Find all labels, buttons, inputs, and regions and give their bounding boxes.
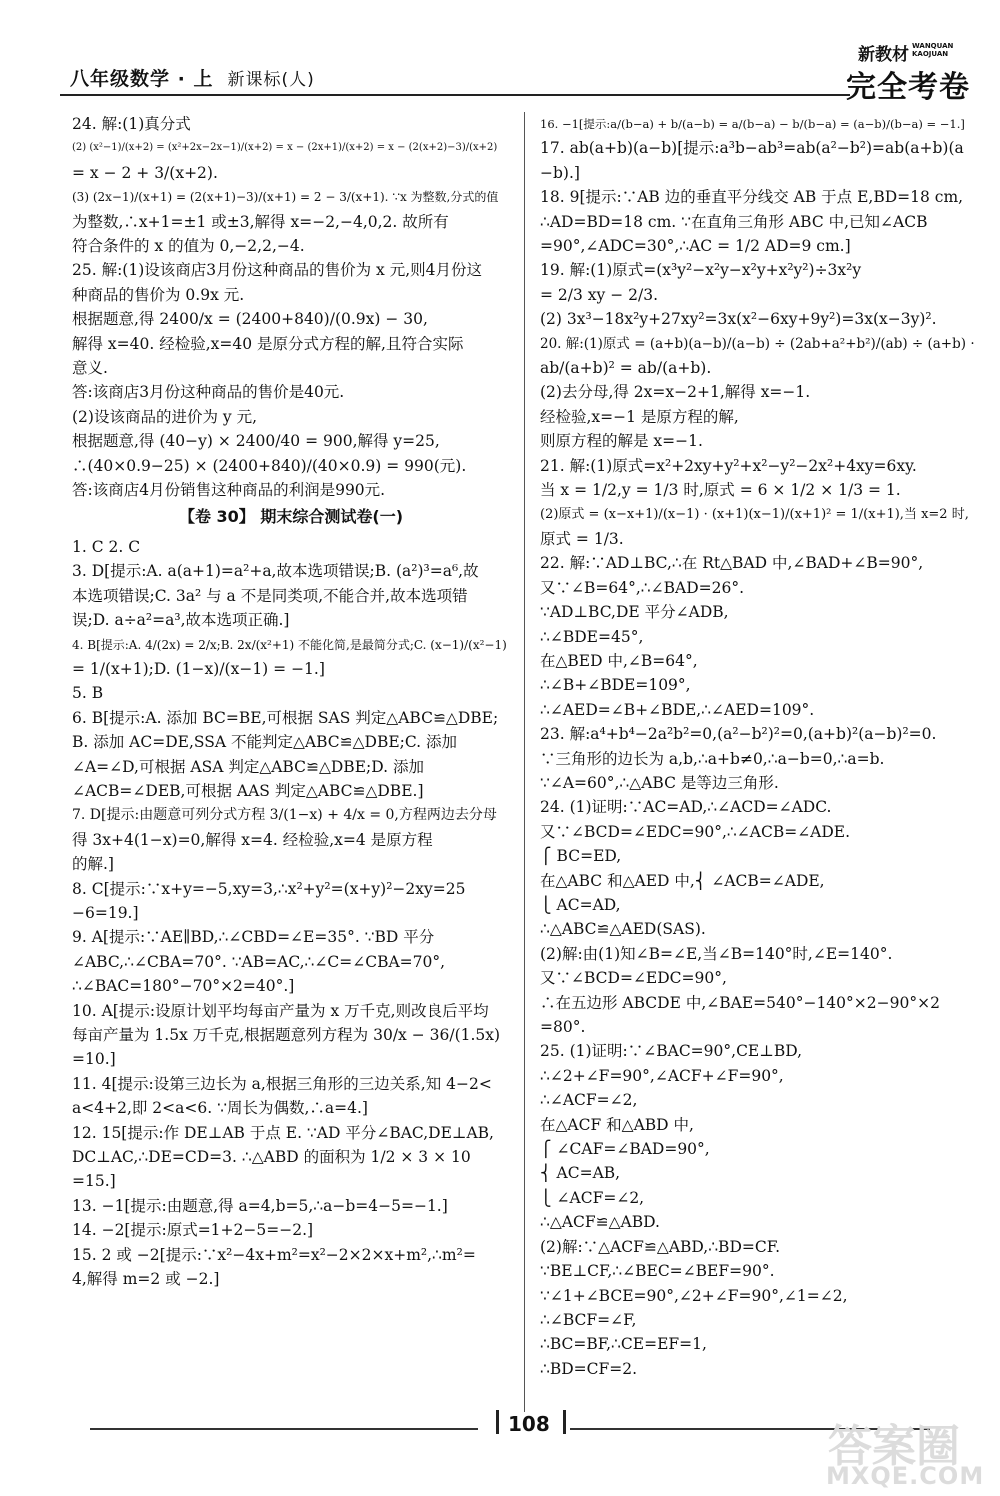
answer-line: 根据题意,得 (40−y) × 2400/40 = 900,解得 y=25, <box>72 432 440 451</box>
answer-line: 15. 2 或 −2[提示:∵x²−4x+m²=x²−2×2×x+m²,∴m²= <box>72 1245 476 1264</box>
answer-line: 4. B[提示:A. 4/(2x) = 2/x;B. 2x/(x²+1) 不能化简,是最简分式;C. (x−1)/(x²−1) <box>72 637 507 652</box>
answer-line: 原式 = 1/3. <box>540 529 624 548</box>
answer-line: ∴∠BCF=∠F, <box>540 1310 637 1329</box>
answer-line: 21. 解:(1)原式=x²+2xy+y²+x²−y²−2x²+4xy=6xy. <box>540 456 917 475</box>
answer-line: 本选项错误;C. 3a² 与 a 不是同类项,不能合并,故本选项错 <box>72 586 468 605</box>
answer-line: 18. 9[提示:∵AB 边的垂直平分线交 AB 于点 E,BD=18 cm, <box>540 188 964 207</box>
answer-line: 根据题意,得 2400/x = (2400+840)/(0.9x) − 30, <box>72 310 428 329</box>
answer-line: ∴△ABC≌△AED(SAS). <box>540 920 706 939</box>
answer-line: ∴∠AED=∠B+∠BDE,∴∠AED=109°. <box>540 700 815 719</box>
answer-line: 11. 4[提示:设第三边长为 a,根据三角形的三边关系,知 4−2< <box>72 1074 492 1093</box>
answer-line: ∴BC=BF,∴CE=EF=1, <box>540 1335 707 1354</box>
answer-line: 误;D. a÷a²=a³,故本选项正确.] <box>72 611 290 630</box>
answer-line: ∵∠1+∠BCE=90°,∠2+∠F=90°,∠1=∠2, <box>540 1286 848 1305</box>
answer-line: 每亩产量为 1.5x 万千克,根据题意列方程为 30/x − 36/(1.5x) <box>72 1026 501 1045</box>
answer-line: 20. 解:(1)原式 = (a+b)(a−b)/(a−b) ÷ (2ab+a²+b²)/(ab) ÷ (a+b) · <box>540 335 975 352</box>
answer-line: 答:该商店4月份销售这种商品的利润是990元. <box>72 481 386 500</box>
answer-line: 16. −1[提示:a/(b−a) + b/(a−b) = a/(b−a) − b/(b−a) = (a−b)/(b−a) = −1.] <box>540 117 965 131</box>
answer-line: 为整数,∴x+1=±1 或±3,解得 x=−2,−4,0,2. 故所有 <box>72 212 449 231</box>
answer-line: 又∵∠B=64°,∴∠BAD=26°. <box>540 578 745 597</box>
answer-line: (2) 3x³−18x²y+27xy²=3x(x²−6xy+9y²)=3x(x−3y)². <box>540 310 937 329</box>
answer-line: 又∵∠BCD=∠EDC=90°,∴∠ACB=∠ADE. <box>540 822 851 841</box>
answer-line: a<4+2,即 2<a<6. ∵周长为偶数,∴a=4.] <box>72 1099 368 1118</box>
book-title <box>70 64 315 91</box>
answer-line: ∴AD=BD=18 cm. ∵在直角三角形 ABC 中,已知∠ACB <box>540 212 928 231</box>
footer-rule-left <box>90 1428 478 1430</box>
answer-line: 答:该商店3月份这种商品的售价是40元. <box>72 383 345 402</box>
answer-line: ∴∠BAC=180°−70°×2=40°.] <box>72 977 295 996</box>
answer-line: −b).] <box>540 163 580 182</box>
answer-line: ∵三角形的边长为 a,b,∴a+b≠0,∴a−b=0,∴a=b. <box>540 749 885 768</box>
answer-line: =80°. <box>540 1018 586 1037</box>
answer-line: 意义. <box>72 359 108 378</box>
answer-line: 种商品的售价为 0.9x 元. <box>72 285 245 304</box>
answer-line: ∴BD=CF=2. <box>540 1359 638 1378</box>
answer-line: 25. 解:(1)设该商店3月份这种商品的售价为 x 元,则4月份这 <box>72 261 483 280</box>
footer-bar-right <box>563 1410 566 1434</box>
answer-line: (2)解:∵△ACF≌△ABD,∴BD=CF. <box>540 1237 780 1256</box>
answer-line: ∠ACB=∠DEB,可根据 AAS 判定△ABC≌△DBE.] <box>72 781 424 800</box>
answer-line: ⎧ ∠CAF=∠BAD=90°, <box>540 1140 710 1159</box>
watermark-url: MXQE.COM <box>826 1462 985 1490</box>
watermark-logo: 答案圈 <box>828 1421 960 1472</box>
book-edition: 新课标(人) <box>227 70 315 90</box>
answer-line: 5. B <box>72 684 104 703</box>
answer-line: ⎨ AC=AB, <box>540 1164 621 1183</box>
answer-line: = 1/(x+1);D. (1−x)/(x−1) = −1.] <box>72 659 325 678</box>
answer-line: ∴△ACF≌△ABD. <box>540 1213 660 1232</box>
answer-line: 在△ABC 和△AED 中,⎨ ∠ACB=∠ADE, <box>540 871 825 890</box>
answer-line: (2)解:由(1)知∠B=∠E,当∠B=140°时,∠E=140°. <box>540 944 893 963</box>
page-header <box>0 0 1000 110</box>
answer-line: DC⊥AC,∴DE=CD=3. ∴△ABD 的面积为 1/2 × 3 × 10 <box>72 1148 471 1167</box>
brand-english: WANQUAN KAOJUAN <box>912 42 954 58</box>
answer-line: 的解.] <box>72 855 114 874</box>
answer-line: ∴(40×0.9−25) × (2400+840)/(40×0.9) = 990(元). <box>72 456 467 475</box>
answer-line: 4,解得 m=2 或 −2.] <box>72 1270 220 1289</box>
brand-label: 新教材 <box>858 45 909 65</box>
answer-line: 9. A[提示:∵AE∥BD,∴∠CBD=∠E=35°. ∵BD 平分 <box>72 928 435 947</box>
answer-line: ∴在五边形 ABCDE 中,∠BAE=540°−140°×2−90°×2 <box>540 993 940 1012</box>
answer-line: 24. (1)证明:∵AC=AD,∴∠ACD=∠ADC. <box>540 798 832 817</box>
answer-line: ⎩ ∠ACF=∠2, <box>540 1188 645 1207</box>
answer-line: 得 3x+4(1−x)=0,解得 x=4. 经检验,x=4 是原方程 <box>72 830 433 849</box>
answer-line: = x − 2 + 3/(x+2). <box>72 163 218 182</box>
page-footer <box>0 1400 1000 1496</box>
answer-line: 3. D[提示:A. a(a+1)=a²+a,故本选项错误;B. (a²)³=a⁶,故 <box>72 562 479 581</box>
answer-line: 19. 解:(1)原式=(x³y²−x²y−x²y+x²y²)÷3x²y <box>540 261 862 280</box>
answer-line: 在△ACF 和△ABD 中, <box>540 1115 694 1134</box>
header-rule <box>60 94 850 96</box>
answer-line: 符合条件的 x 的值为 0,−2,2,−4. <box>72 237 305 256</box>
answer-line: 1. C 2. C <box>72 537 141 556</box>
answer-line: ⎩ AC=AD, <box>540 896 621 914</box>
brand-logo: 完全考卷 <box>846 70 970 105</box>
answer-line: (2)去分母,得 2x=x−2+1,解得 x=−1. <box>540 383 811 402</box>
answer-line: (2)原式 = (x−x+1)/(x−1) · (x+1)(x−1)/(x+1)² = 1/(x+1),当 x=2 时, <box>540 506 969 522</box>
answer-line: ∠A=∠D,可根据 ASA 判定△ABC≌△DBE;D. 添加 <box>72 757 424 776</box>
answer-line: ∴∠ACF=∠2, <box>540 1091 638 1110</box>
page-number: 108 <box>508 1412 550 1436</box>
answer-line: B. 添加 AC=DE,SSA 不能判定△ABC≌△DBE;C. 添加 <box>72 733 458 752</box>
answer-line: 10. A[提示:设原计划平均每亩产量为 x 万千克,则改良后平均 <box>72 1001 489 1020</box>
left-column <box>72 112 510 1292</box>
answer-line: 又∵∠BCD=∠EDC=90°, <box>540 969 727 988</box>
answer-line: ∵AD⊥BC,DE 平分∠ADB, <box>540 603 729 622</box>
column-divider <box>524 112 525 1412</box>
section-heading: 【卷 30】 期末综合测试卷(一) <box>178 506 404 526</box>
answer-line: (2)设该商品的进价为 y 元, <box>72 407 257 426</box>
answer-line: 7. D[提示:由题意可列分式方程 3/(1−x) + 4/x = 0,方程两边去分母 <box>72 807 497 824</box>
book-title-text: 八年级数学 · 上 <box>70 68 214 90</box>
answer-line: 当 x = 1/2,y = 1/3 时,原式 = 6 × 1/2 × 1/3 = 1. <box>540 481 901 500</box>
answer-line: 8. C[提示:∵x+y=−5,xy=3,∴x²+y²=(x+y)²−2xy=25 <box>72 879 466 898</box>
footer-bar-left <box>496 1410 499 1434</box>
answer-line: ∵∠A=60°,∴△ABC 是等边三角形. <box>540 773 779 792</box>
answer-line: (3) (2x−1)/(x+1) = (2(x+1)−3)/(x+1) = 2 − 3/(x+1). ∵x 为整数,分式的值 <box>72 190 499 205</box>
answer-line: ∵BE⊥CF,∴∠BEC=∠BEF=90°. <box>540 1262 775 1281</box>
answer-line: ∴∠2+∠F=90°,∠ACF+∠F=90°, <box>540 1066 784 1085</box>
answer-line: ab/(a+b)² = ab/(a+b). <box>540 359 712 378</box>
answer-line: 14. −2[提示:原式=1+2−5=−2.] <box>72 1221 314 1240</box>
answer-line: 6. B[提示:A. 添加 BC=BE,可根据 SAS 判定△ABC≌△DBE; <box>72 708 499 727</box>
answer-line: 22. 解:∵AD⊥BC,∴在 Rt△BAD 中,∠BAD+∠B=90°, <box>540 554 924 573</box>
answer-line: 17. ab(a+b)(a−b)[提示:a³b−ab³=ab(a²−b²)=ab(a+b)(a <box>540 139 964 158</box>
answer-line: −6=19.] <box>72 904 139 922</box>
answer-line: 23. 解:a⁴+b⁴−2a²b²=0,(a²−b²)²=0,(a+b)²(a−b)²=0. <box>540 725 937 744</box>
answer-line: = 2/3 xy − 2/3. <box>540 285 658 304</box>
answer-line: =10.] <box>72 1050 116 1069</box>
answer-line: 12. 15[提示:作 DE⊥AB 于点 E. ∵AD 平分∠BAC,DE⊥AB, <box>72 1123 494 1142</box>
answer-line: 13. −1[提示:由题意,得 a=4,b=5,∴a−b=4−5=−1.] <box>72 1196 448 1215</box>
answer-line: (2) (x²−1)/(x+2) = (x²+2x−2x−1)/(x+2) = x − (2x+1)/(x+2) = x − (2(x+2)−3)/(x+2) <box>72 142 498 154</box>
answer-line: =15.] <box>72 1172 116 1191</box>
right-column <box>540 112 980 1381</box>
answer-line: ∴∠B+∠BDE=109°, <box>540 676 691 695</box>
answer-line: 解得 x=40. 经检验,x=40 是原分式方程的解,且符合实际 <box>72 334 464 353</box>
answer-line: 则原方程的解是 x=−1. <box>540 432 703 451</box>
answer-line: ⎧ BC=ED, <box>540 847 622 866</box>
answer-line: 25. (1)证明:∵∠BAC=90°,CE⊥BD, <box>540 1042 803 1061</box>
answer-line: ∠ABC,∴∠CBA=70°. ∵AB=AC,∴∠C=∠CBA=70°, <box>72 952 446 971</box>
answer-line: =90°,∠ADC=30°,∴AC = 1/2 AD=9 cm.] <box>540 237 851 256</box>
answer-line: ∴∠BDE=45°, <box>540 627 644 646</box>
answer-line: 经检验,x=−1 是原方程的解, <box>540 407 739 426</box>
answer-line: 24. 解:(1)真分式 <box>72 115 191 133</box>
answer-line: 在△BED 中,∠B=64°, <box>540 651 698 670</box>
